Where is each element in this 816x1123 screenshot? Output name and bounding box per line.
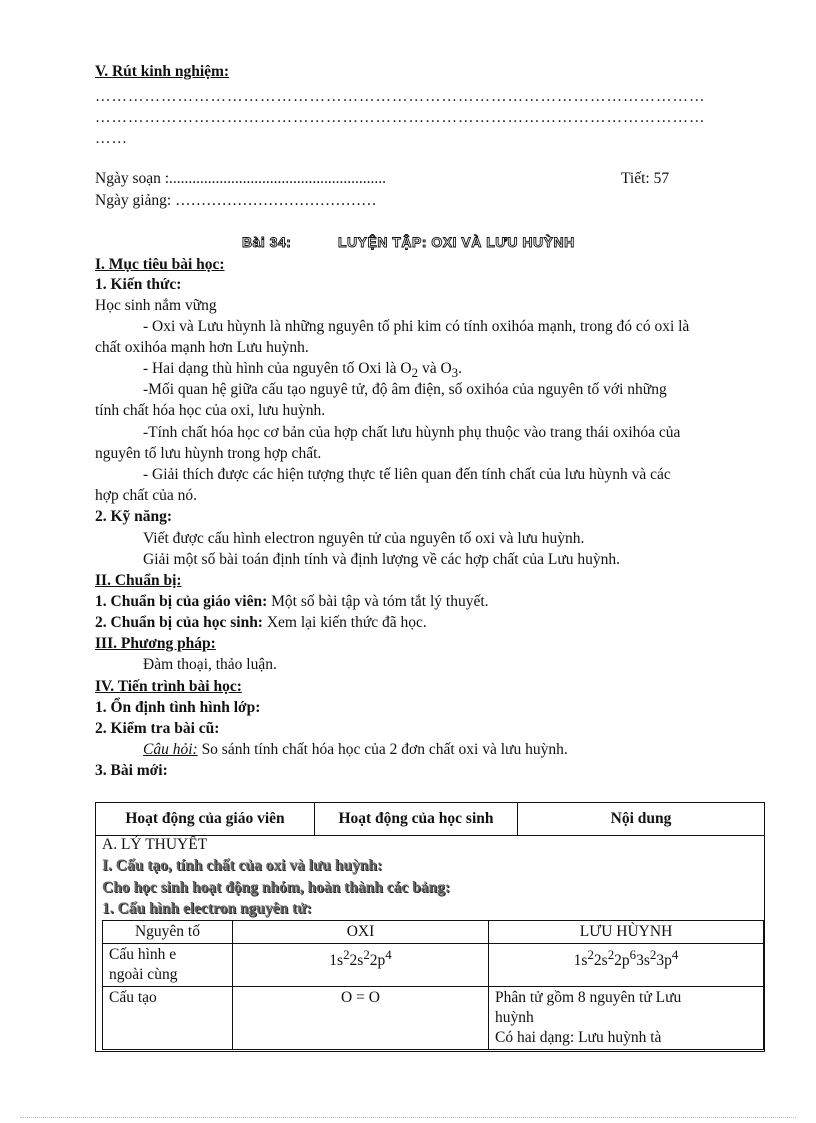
text: - Hai dạng thù hình của nguyên tố Oxi là O [143, 360, 412, 377]
superscript: 2 [587, 947, 594, 962]
dotted-line: …… [95, 130, 128, 147]
ngay-giang: Ngày giảng: ………………………………… [95, 192, 377, 209]
chuan-bi-giao-vien [95, 593, 489, 611]
config-header-cell: OXI [233, 921, 489, 944]
ngay-soan: Ngày soạn :........................................................ [95, 170, 387, 187]
oxi-structure: O = O [233, 987, 489, 1050]
paragraph: - Giải thích được các hiện tượng thực tế liên quan đến tính chất của lưu hùynh và các [143, 466, 671, 483]
sub-heading-electron-config: 1. Cấu hình electron nguyên tử: [102, 900, 312, 917]
cau-hoi [143, 741, 568, 759]
superscript: 4 [385, 947, 392, 962]
s-config [489, 944, 764, 987]
paragraph: - Oxi và Lưu hùynh là những nguyên tố phi kim có tính oxihóa mạnh, trong đó có oxi là [143, 318, 690, 335]
text: Một số bài tập và tóm tắt lý thuyết. [267, 593, 489, 610]
superscript: 2 [649, 947, 657, 962]
config-row [103, 987, 764, 1050]
text: . [458, 360, 462, 377]
orbital: 1s [329, 952, 344, 970]
text: huỳnh [495, 1009, 534, 1026]
paragraph-allotropes [143, 360, 462, 381]
subscript: 3 [451, 365, 459, 381]
superscript: 2 [607, 947, 615, 962]
section-heading-rut-kinh-nghiem: V. Rút kinh nghiệm: [95, 63, 230, 80]
orbital: 3p [656, 952, 672, 970]
config-header-row [103, 921, 764, 944]
label: 2. Chuẩn bị của học sinh: [95, 614, 263, 631]
dotted-line: ………………………………………………………………………………………………… [95, 109, 706, 126]
text: Cấu hình e [109, 946, 177, 963]
heading-phuong-phap: III. Phương pháp: [95, 635, 216, 652]
table-header-row [96, 803, 765, 836]
paragraph: chất oxihóa mạnh hơn Lưu huỳnh. [95, 339, 309, 356]
page-bottom-border [20, 1117, 796, 1118]
config-row-label: Cấu tạo [103, 987, 233, 1050]
paragraph: Viết được cấu hình electron nguyên tử của nguyên tố oxi và lưu huỳnh. [143, 530, 585, 547]
label: Câu hỏi: [143, 741, 198, 758]
paragraph: tính chất hóa học của oxi, lưu huỳnh. [95, 402, 326, 419]
superscript: 4 [671, 947, 679, 962]
config-header-cell: LƯU HÙYNH [489, 921, 764, 944]
orbital: 2p [614, 952, 630, 970]
paragraph: Giải một số bài toán định tính và định lượng về các hợp chất của Lưu huỳnh. [143, 551, 620, 568]
heading-on-dinh: 1. Ổn định tình hình lớp: [95, 699, 261, 716]
heading-tien-trinh: IV. Tiến trình bài học: [95, 678, 242, 695]
paragraph: Học sinh nắm vững [95, 297, 217, 314]
paragraph: -Tính chất hóa học cơ bản của hợp chất lưu hùynh phụ thuộc vào trang thái oxihóa của [143, 424, 681, 441]
superscript: 2 [343, 947, 350, 962]
text: Xem lại kiến thức đã học. [262, 614, 427, 631]
heading-ky-nang: 2. Kỹ năng: [95, 508, 173, 525]
heading-kien-thuc: 1. Kiến thức: [95, 276, 182, 293]
text: và O [418, 360, 452, 377]
orbital: 3s [636, 952, 650, 970]
text: Phân tử gồm 8 nguyên tử Lưu [495, 989, 682, 1006]
subscript: 2 [411, 365, 419, 381]
orbital: 1s [573, 952, 588, 970]
orbital: 2s [349, 952, 364, 970]
section-i: I. Cấu tạo, tính chất của oxi và lưu huỳnh: [102, 857, 383, 874]
superscript: 6 [629, 947, 637, 962]
text: Có hai dạng: Lưu huỳnh tà [495, 1029, 662, 1046]
label: 1. Chuẩn bị của giáo viên: [95, 593, 268, 610]
orbital: 2s [593, 952, 608, 970]
text: ngoài cùng [109, 966, 178, 983]
heading-muc-tieu: I. Mục tiêu bài học: [95, 256, 225, 273]
table-header-cell: Hoạt động của giáo viên [96, 803, 315, 836]
section-a: A. LÝ THUYẾT [102, 836, 208, 853]
heading-chuan-bi: II. Chuẩn bị: [95, 572, 182, 589]
superscript: 2 [363, 947, 370, 962]
heading-kiem-tra: 2. Kiểm tra bài cũ: [95, 720, 220, 737]
orbital: 2p [369, 952, 386, 970]
lesson-number: Bài 34: [242, 234, 292, 250]
table-header-cell: Hoạt động của học sinh [315, 803, 518, 836]
instruction: Cho học sinh hoạt động nhóm, hoàn thành các bảng: [102, 879, 450, 896]
tiet-number: Tiết: 57 [621, 170, 670, 187]
paragraph: hợp chất của nó. [95, 487, 198, 504]
table-header-cell: Nội dung [518, 803, 765, 836]
heading-bai-moi: 3. Bài mới: [95, 762, 168, 779]
config-header-cell: Nguyên tố [103, 921, 233, 944]
text: So sánh tính chất hóa học của 2 đơn chất oxi và lưu huỳnh. [197, 741, 568, 758]
s-structure [489, 987, 764, 1050]
paragraph: Đàm thoại, thảo luận. [143, 656, 277, 673]
config-row [103, 944, 764, 987]
lesson-title: LUYỆN TẬP: OXI VÀ LƯU HUỲNH [338, 234, 575, 250]
dotted-line: ………………………………………………………………………………………………… [95, 88, 706, 105]
paragraph: nguyên tố lưu hùynh trong hợp chất. [95, 445, 322, 462]
config-row-label [103, 944, 233, 987]
oxi-config [233, 944, 489, 987]
chuan-bi-hoc-sinh [95, 614, 427, 632]
config-table [102, 920, 764, 1050]
paragraph: -Mối quan hệ giữa cấu tạo nguyê tử, độ âm điện, số oxihóa của nguyên tố với những [143, 381, 667, 398]
